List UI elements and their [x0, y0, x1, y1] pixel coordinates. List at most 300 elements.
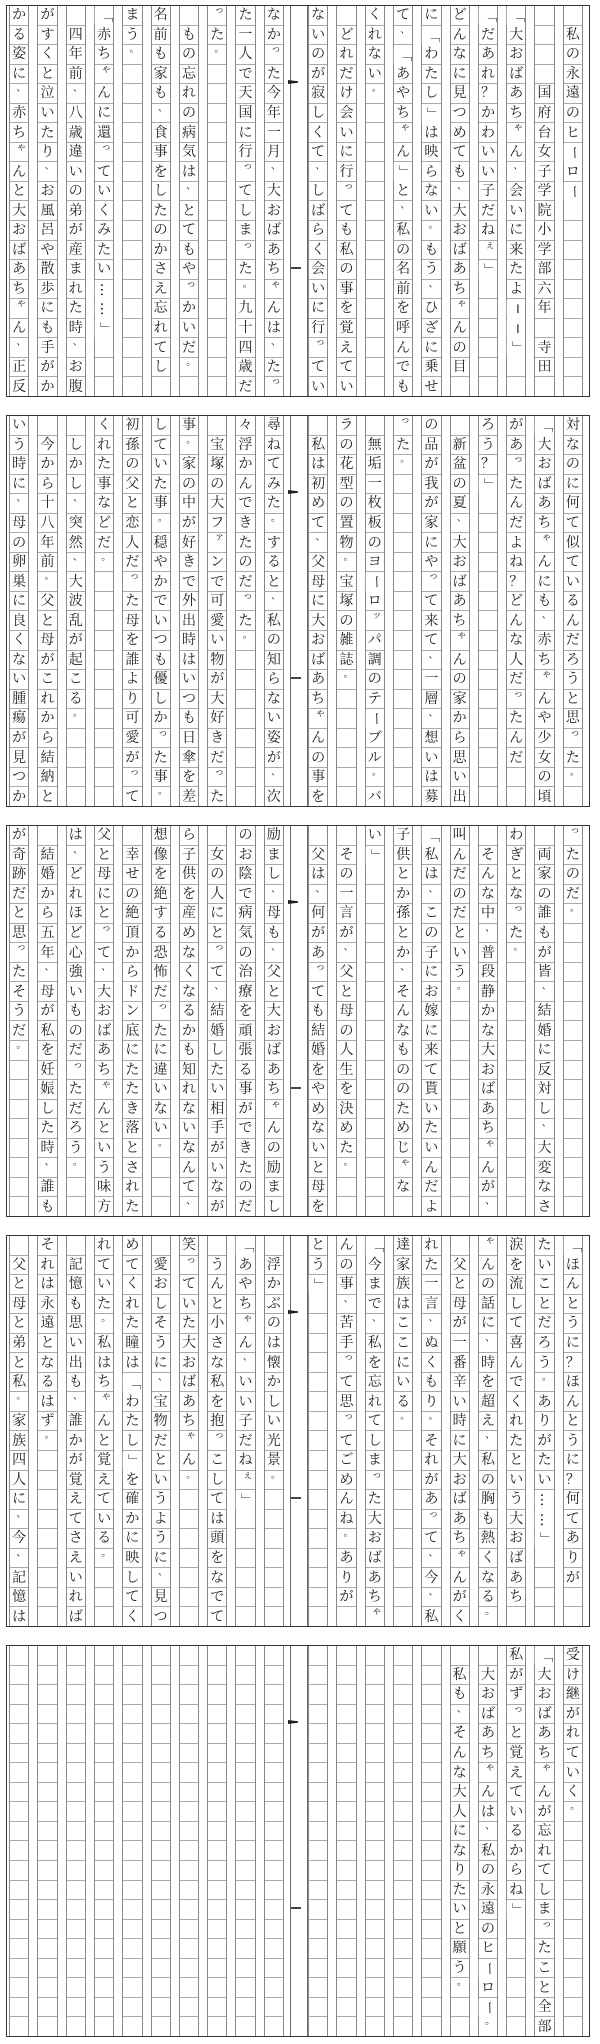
- grid-cell: [309, 1998, 327, 2018]
- grid-cell: に: [95, 885, 113, 905]
- grid-cell: [95, 1705, 113, 1725]
- grid-cell: [507, 982, 525, 1002]
- grid-cell: 小: [208, 1314, 226, 1334]
- manuscript-column: [205, 826, 233, 1216]
- grid-cell: 母: [337, 1002, 355, 1022]
- grid-cell: も: [67, 1002, 85, 1022]
- grid-cell: 私: [564, 26, 582, 46]
- grid-cell: ば: [265, 1041, 283, 1061]
- grid-cell: [67, 416, 85, 436]
- grid-cell: [564, 1900, 582, 1920]
- grid-cell: で: [366, 1295, 384, 1315]
- grid-cell: た: [67, 299, 85, 319]
- grid-cell: た: [265, 358, 283, 378]
- grid-cell: [208, 299, 226, 319]
- grid-cell: 喜: [507, 1334, 525, 1354]
- grid-cell: 、: [422, 1588, 440, 1608]
- grid-cell: 事: [152, 143, 170, 163]
- grid-cell: ゃ: [451, 299, 469, 319]
- grid-cell: 永: [38, 1295, 56, 1315]
- grid-cell: い: [309, 280, 327, 300]
- grid-cell: て: [535, 1861, 553, 1881]
- grid-cell: い: [479, 143, 497, 163]
- grid-cell: ゃ: [535, 670, 553, 690]
- grid-cell: よ: [152, 1510, 170, 1530]
- grid-cell: [236, 690, 254, 710]
- grid-cell: 父: [337, 963, 355, 983]
- grid-cell: も: [152, 45, 170, 65]
- grid-cell: お: [309, 631, 327, 651]
- grid-cell: 女: [535, 748, 553, 768]
- grid-cell: [366, 1705, 384, 1725]
- grid-cell: バ: [367, 788, 382, 805]
- grid-cell: 誌: [337, 651, 355, 671]
- grid-cell: [67, 1685, 85, 1705]
- grid-cell: か: [394, 885, 412, 905]
- grid-cell: 治: [236, 963, 254, 983]
- grid-cell: も: [180, 26, 198, 46]
- grid-cell: ん: [507, 143, 525, 163]
- grid-cell: 忘: [535, 1822, 553, 1842]
- grid-cell: [394, 1666, 412, 1686]
- grid-cell: 変: [535, 1158, 553, 1178]
- grid-cell: [451, 1998, 469, 2018]
- grid-cell: [38, 1763, 56, 1783]
- grid-cell: [394, 1978, 412, 1998]
- grid-cell: 年: [38, 943, 56, 963]
- manuscript-column: [120, 826, 148, 1216]
- manuscript-column: [35, 1236, 63, 1626]
- grid-cell: っ: [152, 1002, 170, 1022]
- grid-cell: ん: [479, 1783, 497, 1803]
- grid-cell: い: [311, 378, 326, 395]
- manuscript-column: [262, 416, 290, 806]
- grid-cell: [152, 1802, 170, 1822]
- grid-cell: [95, 709, 113, 729]
- grid-cell: あ: [180, 1392, 198, 1412]
- grid-cell: 笑: [180, 1236, 198, 1256]
- grid-cell: [479, 611, 497, 631]
- grid-cell: ゃ: [236, 1314, 254, 1334]
- grid-cell: ぎ: [507, 846, 525, 866]
- grid-cell: 、: [451, 1705, 469, 1725]
- grid-cell: [394, 1529, 412, 1549]
- grid-cell: [366, 280, 384, 300]
- grid-cell: [507, 787, 525, 806]
- grid-cell: そ: [479, 846, 497, 866]
- grid-cell: [95, 1763, 113, 1783]
- grid-cell: っ: [337, 1353, 355, 1373]
- grid-cell: [38, 1939, 56, 1959]
- grid-cell: 卵: [10, 553, 28, 573]
- grid-cell: ろ: [535, 1334, 553, 1354]
- grid-cell: ち: [95, 1373, 113, 1393]
- grid-cell: 大: [180, 1334, 198, 1354]
- grid-cell: [309, 1939, 327, 1959]
- grid-cell: た: [507, 1431, 525, 1451]
- grid-cell: う: [564, 1431, 582, 1451]
- grid-cell: せ: [123, 865, 141, 885]
- grid-cell: て: [564, 514, 582, 534]
- grid-cell: 幸: [123, 846, 141, 866]
- grid-cell: [265, 1549, 283, 1569]
- grid-cell: [394, 494, 412, 514]
- grid-cell: 家: [535, 865, 553, 885]
- grid-cell: か: [123, 1510, 141, 1530]
- grid-cell: 十: [38, 494, 56, 514]
- grid-cell: ゃ: [371, 1607, 382, 1618]
- grid-cell: よ: [123, 670, 141, 690]
- grid-cell: は: [123, 1353, 141, 1373]
- grid-cell: で: [180, 572, 198, 592]
- grid-cell: に: [422, 533, 440, 553]
- grid-cell: [535, 6, 553, 26]
- grid-cell: か: [123, 943, 141, 963]
- grid-cell: [208, 1861, 226, 1881]
- grid-cell: 私: [337, 241, 355, 261]
- grid-cell: う: [67, 1139, 85, 1159]
- grid-cell: お: [366, 1529, 384, 1549]
- grid-cell: [337, 1959, 355, 1979]
- grid-cell: 小: [535, 221, 553, 241]
- grid-cell: [236, 651, 254, 671]
- grid-cell: [564, 1119, 582, 1139]
- grid-cell: 呂: [38, 221, 56, 241]
- grid-cell: ん: [535, 1783, 553, 1803]
- grid-cell: ─: [506, 300, 526, 318]
- grid-cell: お: [451, 1471, 469, 1491]
- grid-cell: 生: [337, 1061, 355, 1081]
- grid-cell: [337, 1920, 355, 1940]
- grid-cell: [309, 1666, 327, 1686]
- grid-cell: [38, 1490, 56, 1510]
- grid-cell: 愛: [208, 611, 226, 631]
- grid-cell: [337, 1881, 355, 1901]
- grid-cell: [394, 1490, 412, 1510]
- grid-cell: ヨ: [366, 553, 384, 573]
- grid-cell: [309, 1900, 327, 1920]
- grid-cell: [95, 1724, 113, 1744]
- grid-cell: 大: [451, 201, 469, 221]
- grid-cell: 憶: [67, 1275, 85, 1295]
- grid-cell: ゃ: [95, 1392, 113, 1412]
- grid-cell: お: [180, 1353, 198, 1373]
- grid-cell: [366, 104, 384, 124]
- grid-cell: 族: [10, 1431, 28, 1451]
- sheet-left-half: [7, 6, 290, 396]
- grid-cell: [564, 338, 582, 358]
- grid-cell: [535, 26, 553, 46]
- grid-cell: 怖: [152, 963, 170, 983]
- grid-cell: [10, 1139, 28, 1159]
- grid-cell: [309, 416, 327, 436]
- grid-cell: [208, 358, 226, 378]
- grid-cell: [366, 1666, 384, 1686]
- grid-cell: 腫: [10, 690, 28, 710]
- grid-cell: ば: [479, 1705, 497, 1725]
- grid-cell: 家: [394, 1256, 412, 1276]
- grid-cell: [208, 1881, 226, 1901]
- grid-cell: [366, 1763, 384, 1783]
- grid-cell: た: [564, 748, 582, 768]
- grid-cell: つ: [152, 631, 170, 651]
- grid-cell: [236, 1549, 254, 1569]
- grid-cell: 今: [10, 1529, 28, 1549]
- grid-cell: 今: [38, 436, 56, 456]
- manuscript-column: [476, 416, 504, 806]
- grid-cell: [535, 45, 553, 65]
- grid-cell: 」: [123, 1452, 143, 1470]
- grid-cell: わ: [422, 45, 440, 65]
- grid-cell: 、: [38, 1158, 56, 1178]
- grid-cell: た: [180, 1314, 198, 1334]
- grid-cell: 十: [236, 319, 254, 339]
- grid-cell: 私: [451, 1666, 469, 1686]
- grid-cell: は: [422, 123, 440, 143]
- grid-cell: が: [422, 494, 440, 514]
- grid-cell: ん: [95, 1412, 113, 1432]
- manuscript-column: [262, 826, 290, 1216]
- grid-cell: も: [38, 319, 56, 339]
- grid-cell: [309, 1471, 327, 1491]
- grid-cell: [152, 1822, 170, 1842]
- grid-cell: 母: [309, 572, 327, 592]
- grid-cell: が: [67, 1451, 85, 1471]
- grid-cell: 枚: [366, 494, 384, 514]
- grid-cell: [309, 1685, 327, 1705]
- grid-cell: が: [564, 1568, 582, 1588]
- grid-cell: [67, 1881, 85, 1901]
- grid-cell: 天: [236, 84, 254, 104]
- grid-cell: [123, 1724, 141, 1744]
- grid-cell: 八: [67, 104, 85, 124]
- grid-cell: [564, 963, 582, 983]
- grid-cell: ゃ: [10, 143, 28, 163]
- grid-cell: ゃ: [451, 631, 469, 651]
- grid-cell: ば: [451, 1490, 469, 1510]
- grid-cell: 。: [180, 1471, 198, 1491]
- grid-cell: 部: [535, 260, 553, 280]
- grid-cell: [564, 1080, 582, 1100]
- grid-cell: [265, 1685, 283, 1705]
- grid-cell: [95, 1666, 113, 1686]
- grid-cell: 行: [309, 319, 327, 339]
- grid-cell: う: [95, 1158, 113, 1178]
- grid-cell: と: [10, 1275, 28, 1295]
- manuscript-column: [35, 416, 63, 806]
- grid-cell: ざ: [422, 319, 440, 339]
- grid-cell: [123, 1920, 141, 1940]
- grid-cell: [265, 1959, 283, 1979]
- grid-cell: 、: [10, 84, 28, 104]
- grid-cell: [67, 1802, 85, 1822]
- grid-cell: し: [236, 201, 254, 221]
- grid-cell: が: [309, 65, 327, 85]
- grid-cell: だ: [10, 885, 28, 905]
- grid-cell: [337, 748, 355, 768]
- grid-cell: 母: [38, 982, 56, 1002]
- grid-cell: 。: [95, 1314, 113, 1334]
- grid-cell: [394, 1939, 412, 1959]
- grid-cell: [123, 221, 141, 241]
- grid-cell: 物: [152, 1412, 170, 1432]
- grid-cell: ゃ: [479, 1139, 497, 1159]
- grid-cell: 、: [152, 1373, 170, 1393]
- grid-cell: ち: [507, 104, 525, 124]
- manuscript-column: [419, 826, 447, 1216]
- grid-cell: っ: [366, 1471, 384, 1491]
- grid-cell: と: [40, 788, 55, 805]
- grid-cell: た: [10, 963, 28, 983]
- manuscript-column: [205, 6, 233, 396]
- grid-cell: 行: [236, 143, 254, 163]
- grid-cell: 人: [10, 1471, 28, 1491]
- grid-cell: た: [236, 611, 254, 631]
- grid-cell: か: [507, 1841, 525, 1861]
- grid-cell: [265, 1900, 283, 1920]
- grid-cell: そ: [38, 1236, 56, 1256]
- grid-cell: [208, 260, 226, 280]
- grid-cell: [337, 1178, 355, 1198]
- grid-cell: [366, 1881, 384, 1901]
- grid-cell: [366, 1100, 384, 1120]
- grid-cell: [337, 1783, 355, 1803]
- grid-cell: 継: [564, 1685, 582, 1705]
- grid-cell: え: [95, 1471, 113, 1491]
- grid-cell: 前: [38, 553, 56, 573]
- grid-cell: [236, 1666, 254, 1686]
- grid-cell: [152, 1978, 170, 1998]
- manuscript-column: [504, 6, 532, 396]
- manuscript-column: [120, 6, 148, 396]
- grid-cell: [564, 358, 582, 378]
- grid-cell: 療: [236, 982, 254, 1002]
- manuscript-column: [448, 1646, 476, 2036]
- grid-cell: れ: [366, 1392, 384, 1412]
- grid-cell: [507, 1041, 525, 1061]
- grid-cell: [366, 1783, 384, 1803]
- grid-cell: 絶: [152, 885, 170, 905]
- grid-cell: か: [10, 6, 28, 26]
- grid-cell: 父: [10, 1256, 28, 1276]
- grid-cell: [366, 904, 384, 924]
- grid-cell: 型: [337, 475, 355, 495]
- grid-cell: り: [337, 1568, 355, 1588]
- grid-cell: う: [535, 1353, 553, 1373]
- grid-cell: [309, 1549, 327, 1569]
- grid-cell: 産: [67, 241, 85, 261]
- grid-cell: て: [180, 1275, 198, 1295]
- grid-cell: 婚: [208, 1021, 226, 1041]
- grid-cell: 家: [451, 690, 469, 710]
- grid-cell: め: [394, 1119, 412, 1139]
- grid-cell: こ: [67, 670, 85, 690]
- grid-cell: 、: [67, 553, 85, 573]
- grid-cell: 忘: [366, 1373, 384, 1393]
- grid-cell: に: [152, 1353, 170, 1373]
- grid-cell: [67, 1920, 85, 1940]
- grid-cell: れ: [38, 690, 56, 710]
- grid-cell: し: [309, 104, 327, 124]
- grid-cell: て: [152, 436, 170, 456]
- sheet-right-half: [306, 1646, 589, 2036]
- grid-cell: 年: [265, 104, 283, 124]
- grid-cell: は: [38, 1275, 56, 1295]
- grid-cell: け: [337, 84, 355, 104]
- grid-cell: あ: [535, 1392, 553, 1412]
- grid-cell: [366, 885, 384, 905]
- grid-cell: し: [67, 475, 85, 495]
- grid-cell: や: [152, 553, 170, 573]
- grid-cell: [95, 690, 113, 710]
- grid-cell: ち: [265, 260, 283, 280]
- grid-cell: [208, 1802, 226, 1822]
- grid-cell: に: [95, 104, 113, 124]
- grid-cell: で: [394, 358, 412, 378]
- grid-cell: [422, 1744, 440, 1764]
- grid-cell: [564, 1197, 582, 1216]
- grid-cell: [564, 1178, 582, 1198]
- manuscript-column: [391, 826, 419, 1216]
- grid-cell: ら: [507, 1861, 525, 1881]
- grid-cell: [479, 651, 497, 671]
- grid-cell: た: [208, 26, 226, 46]
- grid-cell: 言: [337, 904, 355, 924]
- grid-cell: 出: [452, 788, 467, 805]
- grid-cell: あ: [507, 436, 525, 456]
- grid-cell: [564, 6, 582, 26]
- grid-cell: 弟: [67, 201, 85, 221]
- grid-cell: [309, 1588, 327, 1608]
- grid-cell: [394, 1841, 412, 1861]
- grid-cell: 人: [507, 651, 525, 671]
- grid-cell: 違: [152, 1061, 170, 1081]
- grid-cell: 瞳: [123, 1334, 141, 1354]
- grid-cell: 。: [451, 982, 469, 1002]
- grid-cell: っ: [95, 924, 113, 944]
- grid-cell: [236, 1900, 254, 1920]
- grid-cell: [535, 377, 553, 396]
- grid-cell: ち: [535, 514, 553, 534]
- grid-cell: な: [38, 1353, 56, 1373]
- grid-cell: [236, 748, 254, 768]
- grid-cell: [309, 1978, 327, 1998]
- grid-cell: も: [337, 221, 355, 241]
- grid-cell: あ: [265, 1061, 283, 1081]
- grid-cell: [451, 1080, 469, 1100]
- grid-cell: で: [236, 65, 254, 85]
- grid-cell: ん: [451, 26, 469, 46]
- grid-cell: 似: [564, 533, 582, 553]
- grid-cell: [564, 943, 582, 963]
- grid-cell: う: [451, 1959, 469, 1979]
- grid-cell: [123, 377, 141, 396]
- grid-cell: な: [451, 45, 469, 65]
- grid-cell: も: [422, 241, 440, 261]
- grid-cell: [67, 1959, 85, 1979]
- grid-cell: な: [479, 885, 497, 905]
- grid-cell: い: [95, 1510, 113, 1530]
- grid-cell: る: [38, 1373, 56, 1393]
- grid-cell: [123, 1783, 141, 1803]
- grid-cell: の: [236, 553, 254, 573]
- grid-cell: う: [208, 1256, 226, 1276]
- grid-cell: あ: [507, 1568, 525, 1588]
- grid-cell: [208, 1841, 226, 1861]
- sheet-left-half: [7, 1646, 290, 2036]
- grid-cell: [236, 1998, 254, 2018]
- grid-cell: [535, 65, 553, 85]
